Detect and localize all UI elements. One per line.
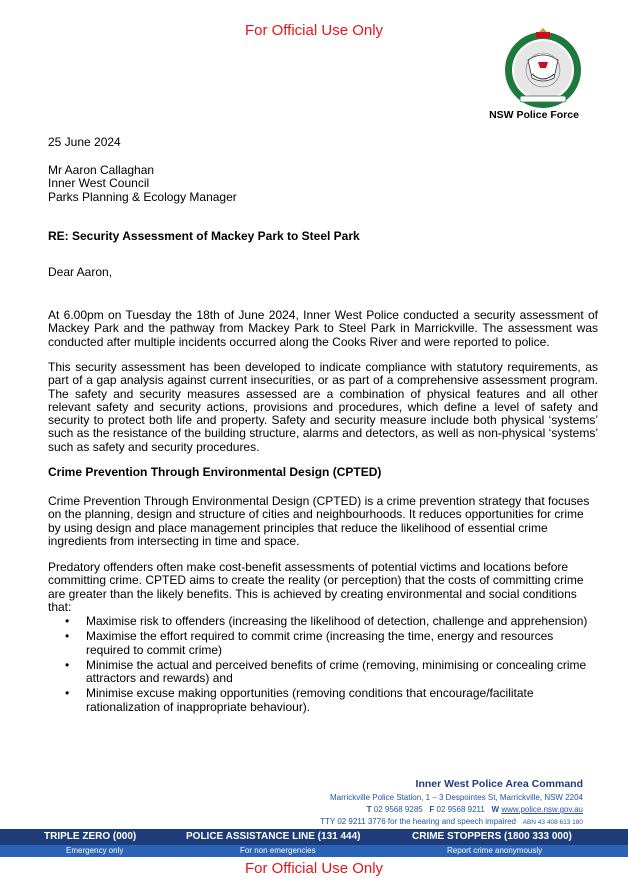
contact-line: T 02 9568 9285 F 02 9568 9211 W www.police.nsw.gov.au [366, 805, 583, 814]
recipient-role: Parks Planning & Ecology Manager [48, 189, 237, 204]
list-item: • Minimise the actual and perceived benefits of crime (removing, minimising or concealing crime attractors and rewards) and [65, 657, 587, 686]
station-address: Marrickville Police Station, 1 – 3 Despointes St, Marrickville, NSW 2204 [330, 793, 583, 802]
paragraph-cpted: Crime Prevention Through Environmental Design (CPTED) is a crime prevention strategy that focuses on the planning, design and structure of cities and neighbourhoods. It reduces opportunities for crime by using design and place management principles that reduce the likelihood of essential crime ingredients from intersecting in time and space. [48, 494, 590, 548]
hotline-sub-police-assistance: For non emergencies [240, 846, 316, 855]
letter-date: 25 June 2024 [48, 135, 121, 149]
cpted-principles-list [48, 615, 600, 716]
tty-line [300, 817, 583, 826]
area-command-name: Inner West Police Area Command [415, 778, 583, 790]
abn-text: ABN 43 408 613 180 [522, 819, 583, 826]
fax-number: 02 9568 9211 [436, 805, 485, 814]
subject-line: RE: Security Assessment of Mackey Park to Steel Park [48, 229, 360, 243]
salutation: Dear Aaron, [48, 265, 113, 279]
paragraph-offenders: Predatory offenders often make cost-benefit assessments of potential victims and locations before committing crime. CPTED aims to create the reality (or perception) that the costs of committing crime are greater than the likely benefits. This is achieved by creating environmental and social conditions that: [48, 560, 584, 614]
list-item: • Minimise excuse making opportunities (removing conditions that encourage/facilitate rationalization of inappropriate behaviour). [65, 686, 534, 714]
hotline-subbar [0, 845, 628, 857]
recipient-organisation: Inner West Council [48, 176, 150, 191]
classification-header: For Official Use Only [244, 22, 384, 39]
hotline-sub-crime-stoppers: Report crime anonymously [447, 846, 543, 855]
hotline-title-police-assistance: POLICE ASSISTANCE LINE (131 444) [186, 831, 361, 842]
website-link[interactable]: www.police.nsw.gov.au [501, 805, 583, 814]
paragraph-assessment: This security assessment has been developed to indicate compliance with statutory requirements, as part of a gap analysis against current insecurities, or as part of a comprehensive assessment program. The safety and security measures assessed are a combination of physical features and all other relevant safety and security actions, provisions and procedures, which define a level of safety and security to protect both life and property. Safety and security measure include both physical ‘systems’ such as the resistance of the building structure, alarms and detectors, as well as non-physical ‘systems’ such as safety and security procedures. [48, 360, 598, 454]
tty-text: TTY 02 9211 3776 for the hearing and speech impaired [320, 817, 516, 826]
bullet-icon: • [65, 629, 70, 644]
bullet-icon: • [65, 657, 70, 672]
classification-footer: For Official Use Only [244, 860, 384, 877]
section-heading-cpted: Crime Prevention Through Environmental Design (CPTED) [48, 465, 382, 479]
recipient-address [48, 164, 598, 204]
bullet-icon: • [65, 686, 70, 701]
hotline-title-triple-zero: TRIPLE ZERO (000) [44, 831, 137, 842]
recipient-name: Mr Aaron Callaghan [48, 163, 155, 177]
bullet-icon: • [65, 614, 70, 628]
organisation-name: NSW Police Force [489, 109, 579, 121]
paragraph-intro: At 6.00pm on Tuesday the 18th of June 2024, Inner West Police conducted a security assessment of Mackey Park and the pathway from Mackey Park to Steel Park in Marrickville. The assessment was conducted after multiple incidents occurred along the Cooks River and were reported to police. [48, 308, 598, 349]
list-item: • Maximise risk to offenders (increasing the likelihood of detection, challenge and apprehension) [65, 614, 588, 628]
hotline-sub-triple-zero: Emergency only [66, 846, 124, 855]
phone-number: 02 9568 9285 [373, 805, 423, 814]
nsw-police-crest-icon [498, 22, 588, 110]
hotline-bar [0, 829, 628, 845]
hotline-title-crime-stoppers: CRIME STOPPERS (1800 333 000) [412, 831, 572, 842]
list-item: • Maximise the effort required to commit crime (increasing the time, energy and resources required to commit crime) [65, 629, 554, 657]
